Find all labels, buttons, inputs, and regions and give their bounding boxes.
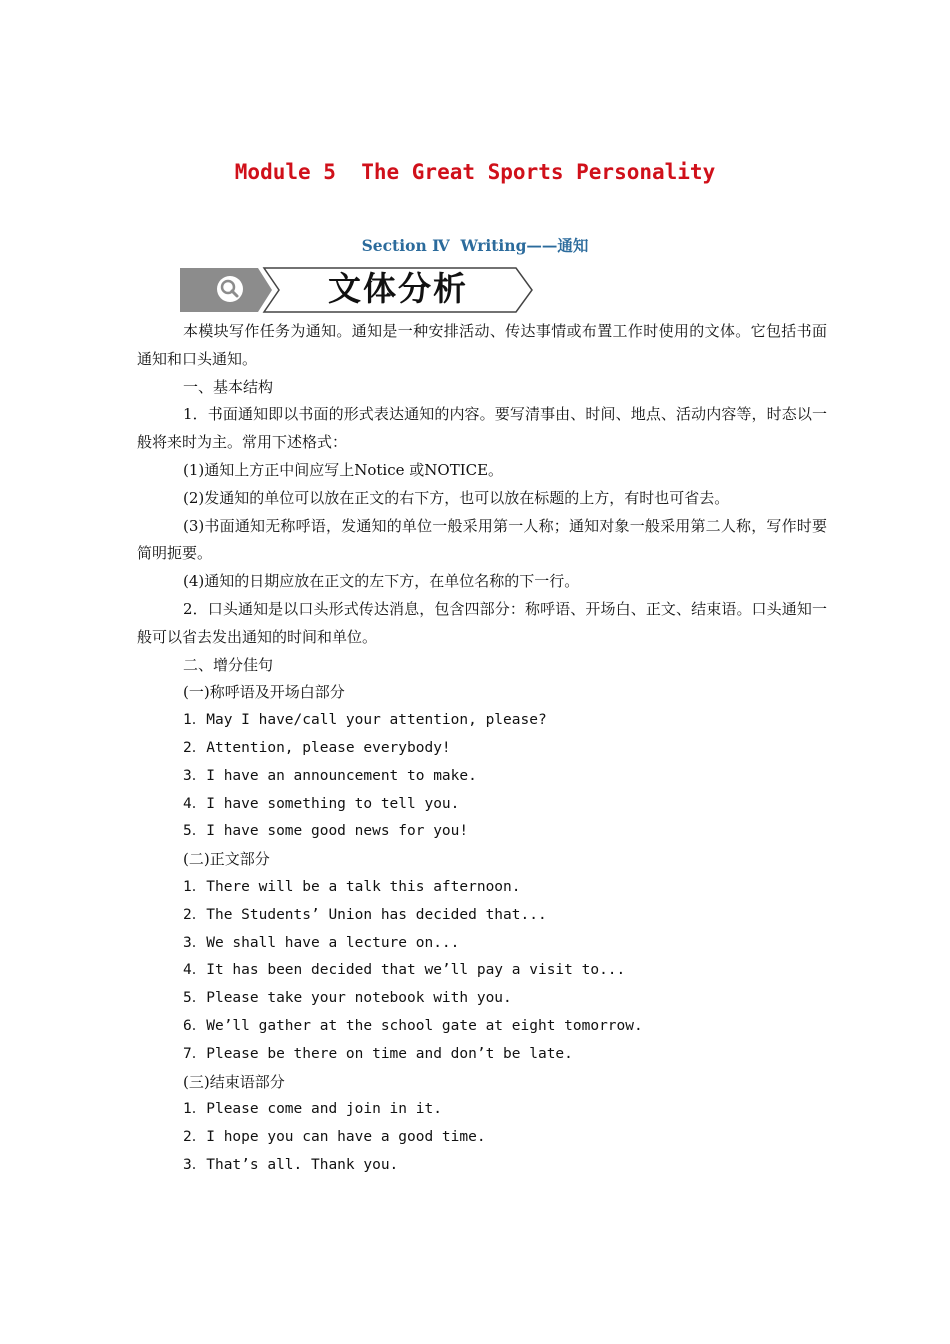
sentence-item: 3．I have an announcement to make. <box>183 767 477 784</box>
sentence-item: 4．I have something to tell you. <box>183 795 460 812</box>
format-item: (3)书面通知无称呼语，发通知的单位一般采用第一人称；通知对象一般采用第二人称，写作时要简明扼要。 <box>137 516 827 563</box>
magnifier-icon <box>217 276 243 302</box>
sentence-item: 1．May I have/call your attention, please? <box>183 712 547 729</box>
section-heading-sentences: 二、增分佳句 <box>183 655 274 674</box>
sentence-item: 3．We shall have a lecture on... <box>183 934 460 951</box>
section-subtitle: Section Ⅳ Writing——通知 <box>361 236 589 255</box>
sentence-item: 2．Attention, please everybody! <box>183 739 451 756</box>
sentence-item: 4．It has been decided that we’ll pay a visit to... <box>183 962 626 979</box>
sentence-item: 5．Please take your notebook with you. <box>183 990 512 1007</box>
sentence-item: 7．Please be there on time and don’t be late. <box>183 1045 573 1062</box>
intro-paragraph: 本模块写作任务为通知。通知是一种安排活动、传达事情或布置工作时使用的文体。它包括书面通知和口头通知。 <box>137 322 827 368</box>
group-heading: (三)结束语部分 <box>183 1072 285 1091</box>
sentence-item: 6．We’ll gather at the school gate at eight tomorrow. <box>183 1017 643 1034</box>
section-banner <box>180 266 536 314</box>
sentence-item: 2．I hope you can have a good time. <box>183 1129 486 1146</box>
format-item: (1)通知上方正中间应写上Notice 或NOTICE。 <box>183 460 504 479</box>
document-body <box>137 318 827 1180</box>
sentence-item: 2．The Students’ Union has decided that... <box>183 906 547 923</box>
page-title: Module 5 The Great Sports Personality <box>234 160 716 184</box>
sentence-item: 3．That’s all. Thank you. <box>183 1156 399 1173</box>
banner-label: 文体分析 <box>328 269 468 308</box>
written-notice-paragraph: 1．书面通知即以书面的形式表达通知的内容。要写清事由、时间、地点、活动内容等，时态以一般将来时为主。常用下述格式： <box>137 405 827 452</box>
group-heading: (二)正文部分 <box>183 850 270 869</box>
oral-notice-paragraph: 2．口头通知是以口头形式传达消息，包含四部分：称呼语、开场白、正文、结束语。口头通知一般可以省去发出通知的时间和单位。 <box>137 599 827 646</box>
sentence-item: 5．I have some good news for you! <box>183 823 469 840</box>
group-heading: (一)称呼语及开场白部分 <box>183 683 345 702</box>
sentence-item: 1．Please come and join in it. <box>183 1101 442 1118</box>
format-item: (2)发通知的单位可以放在正文的右下方，也可以放在标题的上方，有时也可省去。 <box>183 488 730 507</box>
section-heading-structure: 一、基本结构 <box>183 377 274 396</box>
sentence-item: 1．There will be a talk this afternoon. <box>183 878 521 895</box>
format-item: (4)通知的日期应放在正文的左下方，在单位名称的下一行。 <box>183 572 580 591</box>
